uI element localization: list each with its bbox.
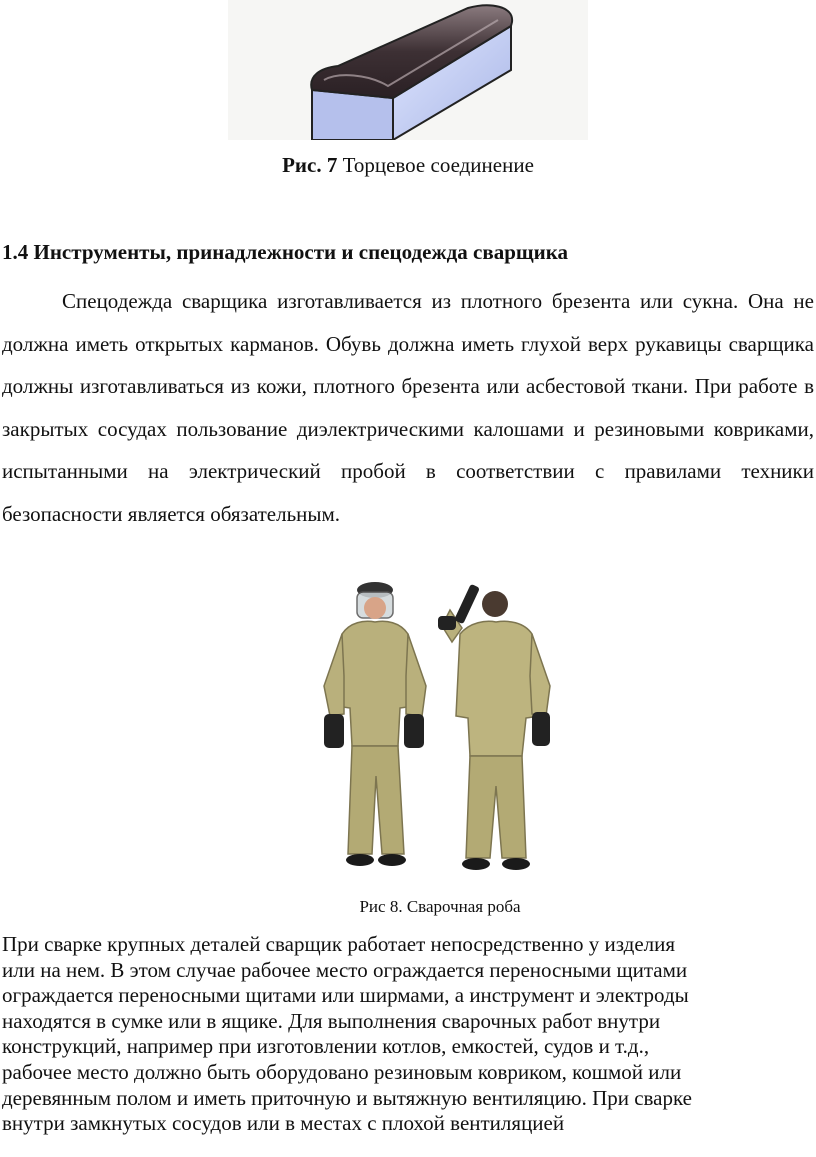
end-joint-drawing <box>228 0 588 140</box>
paragraph-1-text: Спецодежда сварщика изготавливается из плотного брезента или сукна. Она не должна иметь открытых карманов. Обувь должна иметь глухой верх рукавицы сварщика должны изготавливаться из кожи, плотного брезента или асбестовой ткани. При работе в закрытых сосудах пользование диэлектрическими калошами и резиновыми ковриками, испытанными на электрический пробой в соответствии с правилами техники безопасности является обязательным. <box>2 289 814 526</box>
welder-suit-drawing <box>300 576 570 876</box>
figure-8-caption: Рис 8. Сварочная роба <box>359 897 521 916</box>
figure-7-label: Рис. 7 <box>282 153 338 177</box>
figure-8-image <box>300 576 570 876</box>
paragraph-2-line: находятся в сумке или в ящике. Для выполнения сварочных работ внутри <box>2 1008 661 1033</box>
paragraph-2-line: или на нем. В этом случае рабочее место ограждается переносными щитами <box>2 957 688 982</box>
paragraph-2-line: ограждается переносными щитами или ширмами, а инструмент и электроды <box>2 983 689 1008</box>
paragraph-2-line: При сварке крупных деталей сварщик работает непосредственно у изделия <box>2 932 676 956</box>
paragraph-2-line: рабочее место должно быть оборудовано резиновым ковриком, кошмой или <box>2 1059 682 1084</box>
figure-7-image <box>228 0 588 140</box>
paragraph-2-line: внутри замкнутых сосудов или в местах с плохой вентиляцией <box>2 1111 565 1136</box>
figure-7-caption <box>0 153 816 178</box>
welder-back-view <box>438 584 550 870</box>
paragraph-2 <box>2 932 814 1137</box>
welder-front-view <box>324 582 426 866</box>
paragraph-2-line: конструкций, например при изготовлении котлов, емкостей, судов и т.д., <box>2 1034 650 1059</box>
section-heading: 1.4 Инструменты, принадлежности и спецодежда сварщика <box>2 240 568 264</box>
paragraph-2-line: деревянным полом и иметь приточную и вытяжную вентиляцию. При сварке <box>2 1085 693 1110</box>
figure-7-caption-text: Торцевое соединение <box>342 153 534 177</box>
paragraph-1 <box>2 280 814 535</box>
